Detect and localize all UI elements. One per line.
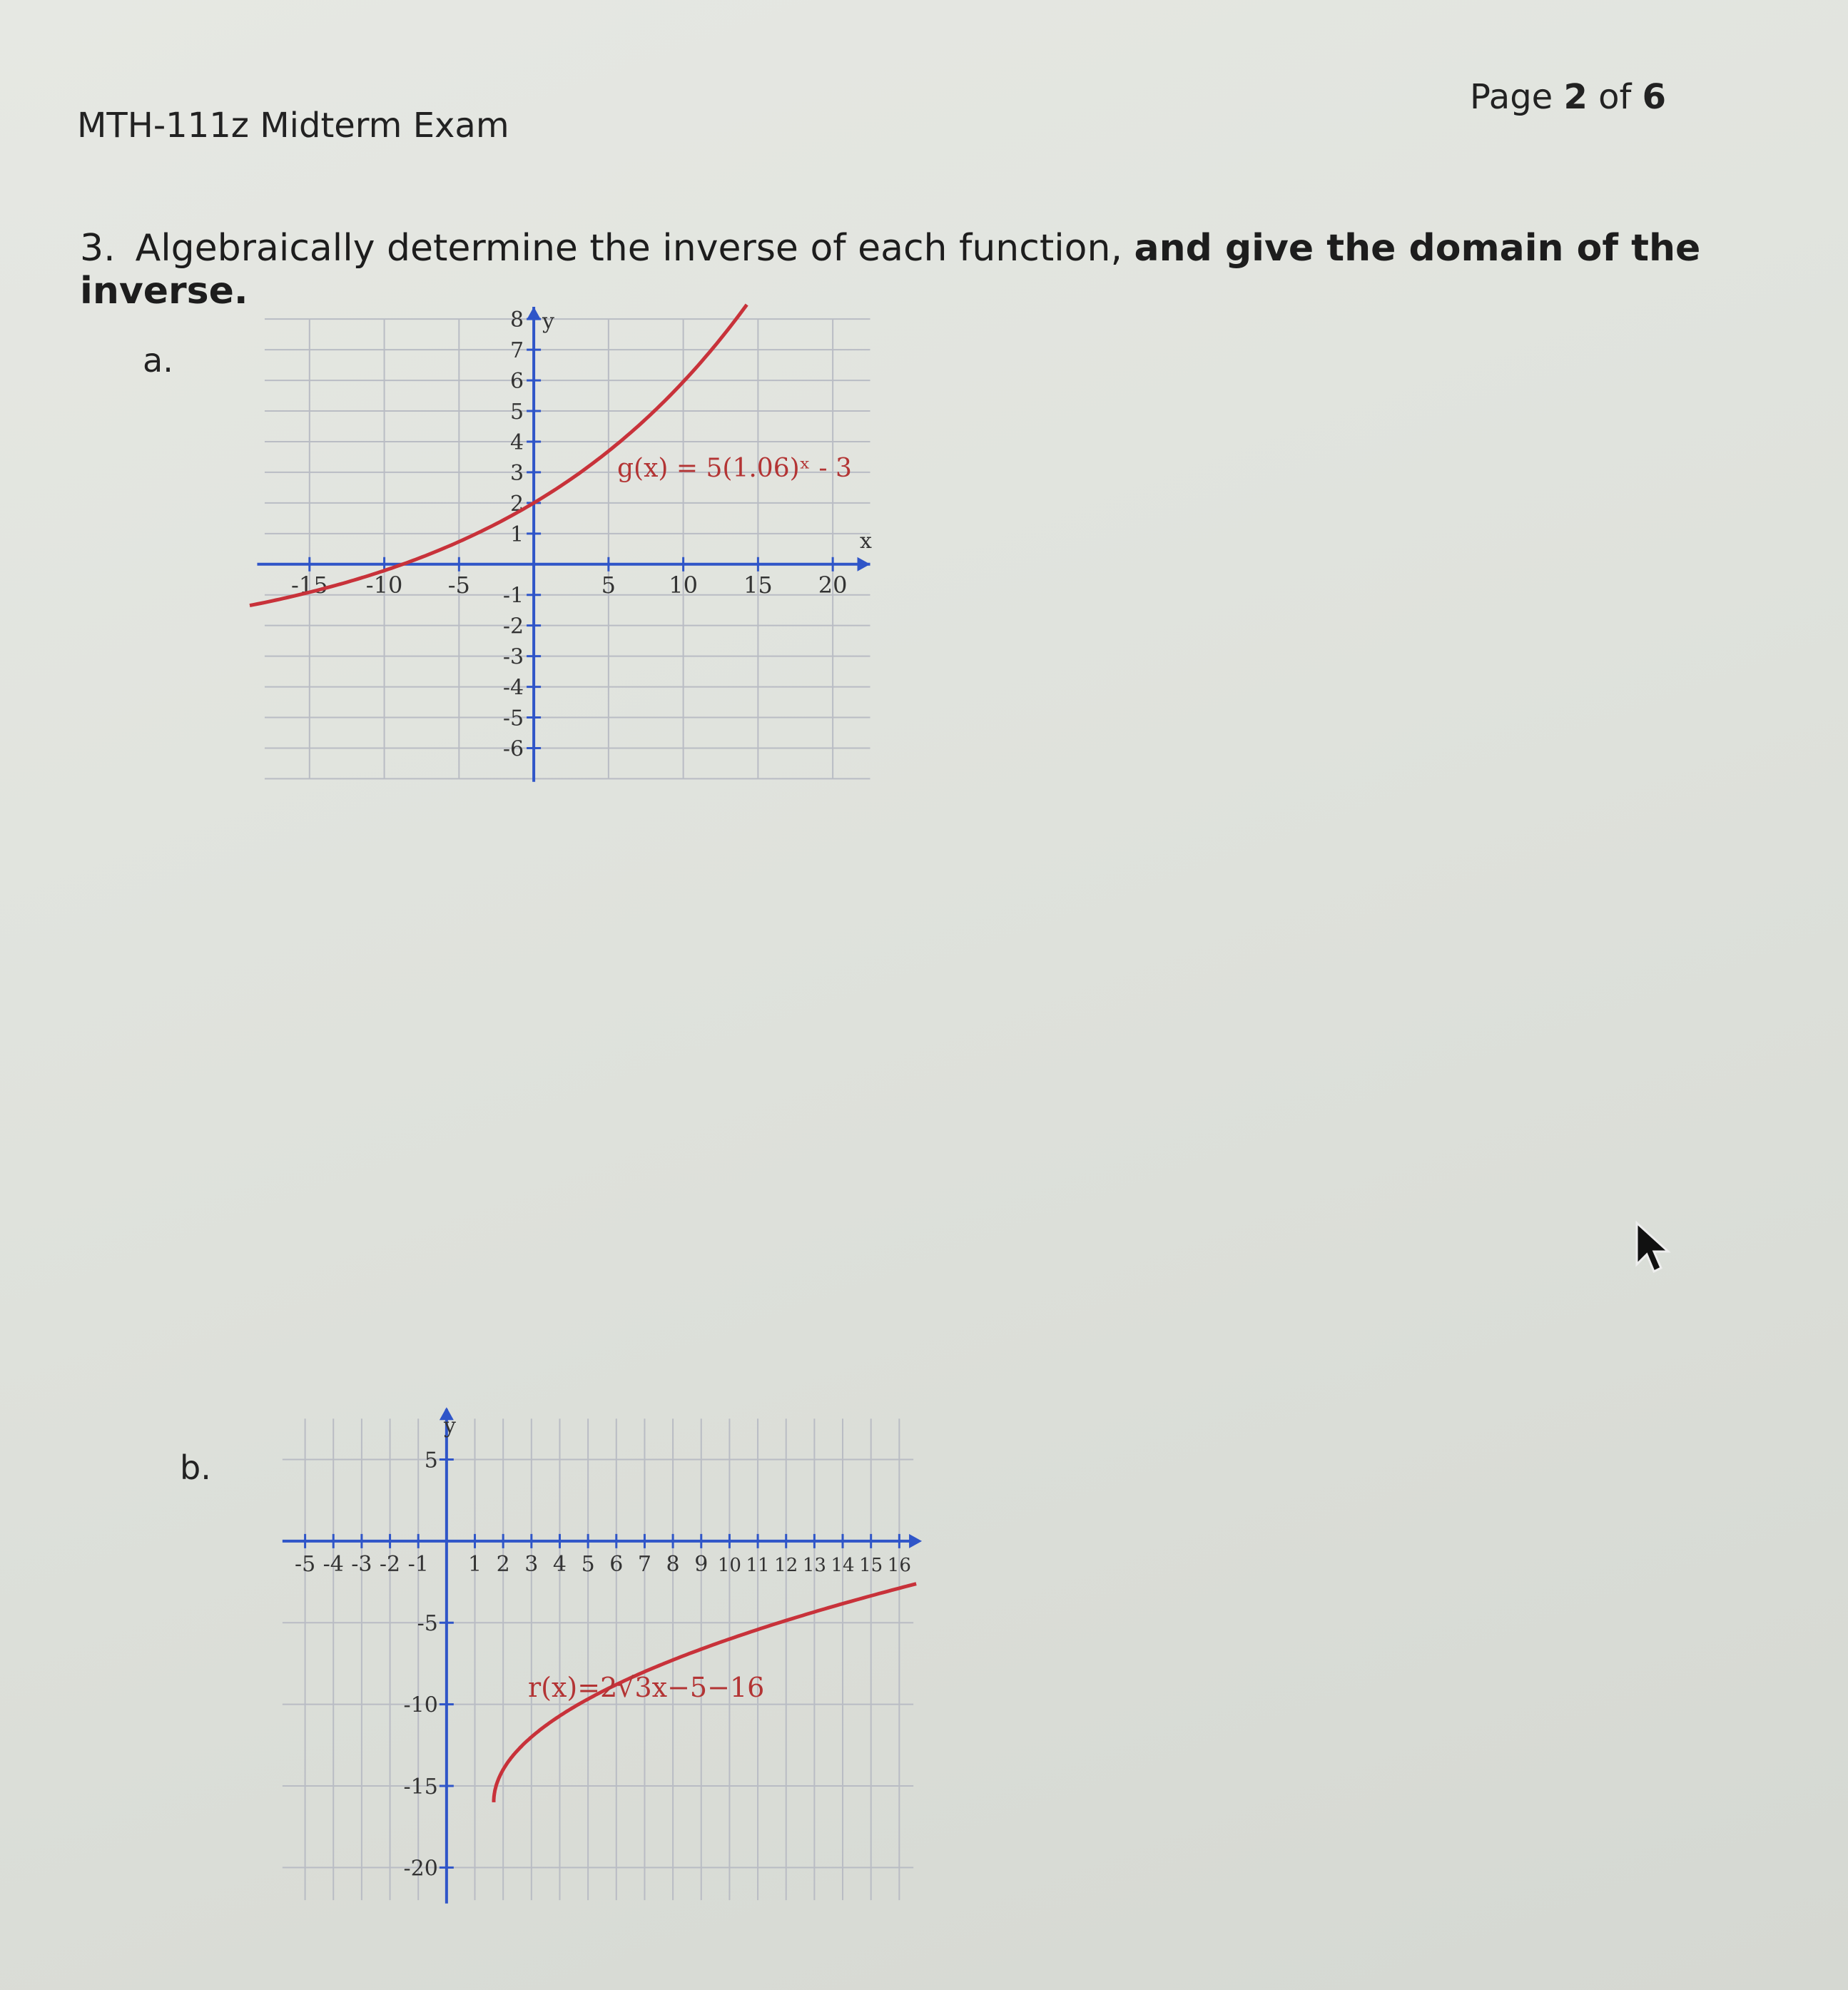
graph-b-x-tick-label: -2 xyxy=(379,1551,401,1577)
graph-a-y-arrow xyxy=(527,307,541,320)
graph-a-grid xyxy=(265,319,870,778)
graph-a-x-tick-label: 10 xyxy=(669,571,698,599)
page-indicator xyxy=(1470,77,1666,117)
graph-b-x-tick-label: 16 xyxy=(887,1554,911,1576)
graph-a-axes xyxy=(257,307,870,782)
graph-b-x-tick-label: 15 xyxy=(859,1554,883,1576)
graph-b-x-tick-label: 4 xyxy=(552,1551,567,1577)
graph-a-y-tick-label: 2 xyxy=(510,491,524,517)
graph-b-x-tick-label: -1 xyxy=(407,1551,429,1577)
graph-b-x-tick-label: 14 xyxy=(831,1554,855,1576)
graph-a xyxy=(235,293,892,799)
graph-a-y-tick-label: -2 xyxy=(502,614,524,639)
graph-b-x-tick-label: 1 xyxy=(467,1551,482,1577)
graph-a-y-tick-label: 1 xyxy=(510,522,524,547)
graph-b-x-tick-label: 11 xyxy=(746,1554,770,1576)
graph-b-x-tick-label: 7 xyxy=(637,1551,651,1577)
page-of: of xyxy=(1587,77,1643,117)
graph-a-y-tick-label: 6 xyxy=(510,369,524,395)
graph-b-x-tick-label: -5 xyxy=(294,1551,316,1577)
graph-a-x-arrow xyxy=(858,557,870,572)
question-text-bold: and give the domain of the inverse. xyxy=(80,227,1701,313)
graph-a-y-tick-label: -6 xyxy=(502,736,524,762)
graph-a-y-tick-label: 4 xyxy=(510,430,524,455)
graph-b-y-tick-label: 5 xyxy=(424,1448,438,1473)
graph-a-y-tick-label: -1 xyxy=(502,583,524,609)
graph-b-y-tick-label: -5 xyxy=(417,1611,438,1637)
graph-b-ticks xyxy=(295,1448,911,1881)
graph-b xyxy=(264,1398,942,1912)
course-title: MTH-111z Midterm Exam xyxy=(77,106,509,146)
graph-a-y-tick-label: -4 xyxy=(502,675,524,701)
part-a-label: a. xyxy=(143,341,173,380)
graph-b-x-tick-label: 3 xyxy=(524,1551,539,1577)
graph-b-x-tick-label: 5 xyxy=(581,1551,595,1577)
graph-a-y-tick-label: 7 xyxy=(510,338,524,364)
graph-b-y-tick-label: -15 xyxy=(403,1775,438,1800)
graph-b-x-tick-label: -4 xyxy=(323,1551,344,1577)
graph-a-x-tick-label: -15 xyxy=(291,571,328,599)
graph-b-x-tick-label: 8 xyxy=(666,1551,680,1577)
question-text: Algebraically determine the inverse of each function, xyxy=(135,227,1134,270)
graph-b-axes xyxy=(283,1407,922,1903)
page-total: 6 xyxy=(1642,77,1667,117)
graph-a-x-tick-label: 20 xyxy=(818,571,848,599)
graph-a-x-tick-label: 5 xyxy=(601,571,616,599)
graph-b-x-arrow xyxy=(909,1534,922,1548)
graph-b-function-label: r(x)=2√3x−5−16 xyxy=(528,1672,765,1703)
graph-a-y-tick-label: -3 xyxy=(502,644,524,670)
graph-a-x-tick-label: -5 xyxy=(447,571,470,599)
graph-a-ticks xyxy=(291,308,847,761)
graph-a-function-label: g(x) = 5(1.06)ˣ - 3 xyxy=(617,454,852,483)
graph-a-y-tick-label: 5 xyxy=(510,400,524,425)
graph-a-y-tick-label: 3 xyxy=(510,460,524,486)
part-b-label: b. xyxy=(180,1448,211,1487)
graph-b-grid xyxy=(283,1418,913,1900)
question-number: 3. xyxy=(80,227,116,270)
graph-a-x-tick-label: -10 xyxy=(365,571,403,599)
graph-b-x-tick-label: -3 xyxy=(351,1551,372,1577)
graph-b-y-tick-label: -20 xyxy=(403,1856,438,1882)
graph-b-x-tick-label: 13 xyxy=(802,1554,826,1576)
graph-a-x-axis-label: x xyxy=(860,529,872,554)
page-current: 2 xyxy=(1563,77,1588,117)
graph-b-x-tick-label: 9 xyxy=(694,1551,709,1577)
graph-b-x-tick-label: 12 xyxy=(774,1554,798,1576)
graph-a-x-tick-label: 15 xyxy=(743,571,773,599)
mouse-cursor-icon xyxy=(1634,1220,1677,1277)
graph-b-y-tick-label: -10 xyxy=(403,1692,438,1718)
graph-b-y-axis-label: y xyxy=(444,1413,456,1438)
graph-b-x-tick-label: 10 xyxy=(717,1554,741,1576)
graph-b-x-tick-label: 6 xyxy=(609,1551,624,1577)
graph-b-x-tick-label: 2 xyxy=(496,1551,510,1577)
page-prefix: Page xyxy=(1470,77,1564,117)
graph-a-y-tick-label: 8 xyxy=(510,308,524,333)
graph-a-y-axis-label: y xyxy=(542,309,554,334)
graph-a-y-tick-label: -5 xyxy=(502,706,524,731)
